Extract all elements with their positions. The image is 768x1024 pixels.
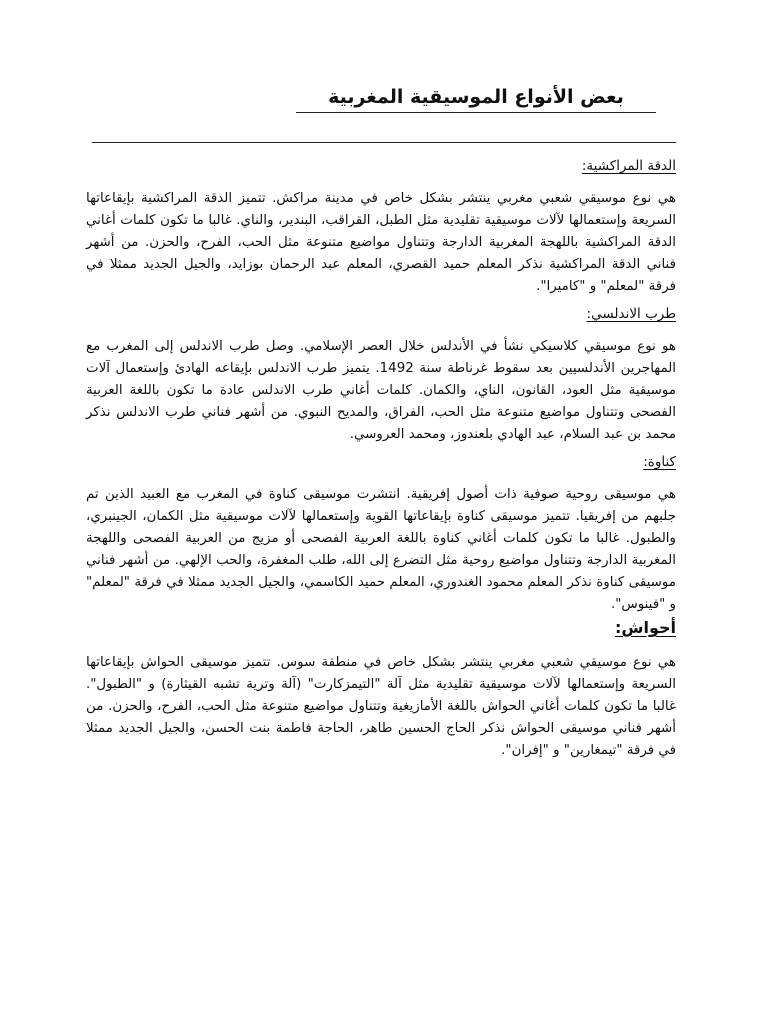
section-heading-gnawa: كناوة: (643, 454, 676, 470)
title-divider (92, 142, 676, 143)
section-body-andalusi: هو نوع موسيقي كلاسيكي نشأ في الأندلس خلال العصر الإسلامي. وصل طرب الاندلس إلى المغرب مع المهاجرين الأندلسيين بعد سقوط غرناطة سنة 1492. يتميز طرب الاندلس بإيقاعه الهادئ وإستعمال آلات موسيقية مثل العود، القانون، الناي، والكمان. كلمات أغاني طرب الاندلس عادة ما تكون باللغة العربية الفصحى وتتناول مواضيع متنوعة مثل الحب، الفراق، والمديح النبوي. من أشهر فناني طرب الاندلس نذكر محمد بن عبد السلام، عبد الهادي بلعندوز، ومحمد العروسي. (86, 339, 676, 442)
section-body-gnawa: هي موسيقى روحية صوفية ذات أصول إفريقية. انتشرت موسيقى كناوة في المغرب مع العبيد الذين تم جلبهم من إفريقيا. تتميز موسيقى كناوة بإيقاعاتها القوية وإستعمالها لآلات موسيقية مثل الكمان، الجينبري، والطبول. غالبا ما تكون كلمات أغاني كناوة باللغة العربية الفصحى أو مزيج من العربية الفصحى واللهجة المغربية الدارجة وتتناول مواضيع روحية مثل التضرع إلى الله، طلب المغفرة، والحب الإلهي. من أشهر فناني موسيقى كناوة نذكر المعلم محمود الغندوري، المعلم حميد الكاسمي، والجيل الجديد ممثلا في فرقة "لمعلم" و "فينوس". (86, 487, 676, 612)
section-heading-ahwash: أحواش: (614, 618, 676, 637)
section-body-ahwash: هي نوع موسيقي شعبي مغربي ينتشر بشكل خاص في منطقة سوس. تتميز موسيقى الحواش بإيقاعاتها السريعة وإستعمالها لآلات موسيقية تقليدية مثل آلة "التيمزكارت" (آلة وترية تشبه القيثارة) و "الطبول". غالبا ما تكون كلمات أغاني الحواش باللغة الأمازيغية وتتناول مواضيع متنوعة مثل الحب، الفرح، والحزن. من أشهر فناني موسيقى الحواش نذكر الحاج الحسين طاهر، الحاجة فاطمة بنت الحسن، والجيل الجديد ممثلا في فرقة "تيمغارين" و "إفران". (86, 655, 676, 758)
section-body-daqqa: هي نوع موسيقي شعبي مغربي ينتشر بشكل خاص في مدينة مراكش. تتميز الدقة المراكشية بإيقاعاتها السريعة وإستعمالها لآلات موسيقية تقليدية مثل الطبل، القراقب، البندير، والناي. غالبا ما تكون كلمات أغاني الدقة المراكشية باللهجة المغربية الدارجة وتتناول مواضيع متنوعة مثل الحب، الفرح، والحزن. من أشهر فناني الدقة المراكشية نذكر المعلم حميد القصري، المعلم عبد الرحمان بوزايد، والجيل الجديد ممثلا في فرقة "لمعلم" و "كاميرا". (86, 191, 676, 294)
section-heading-andalusi: طرب الاندلسي: (586, 306, 676, 322)
document-title: بعض الأنواع الموسيقية المغربية (296, 84, 656, 113)
section-heading-daqqa: الدقة المراكشية: (581, 158, 676, 174)
